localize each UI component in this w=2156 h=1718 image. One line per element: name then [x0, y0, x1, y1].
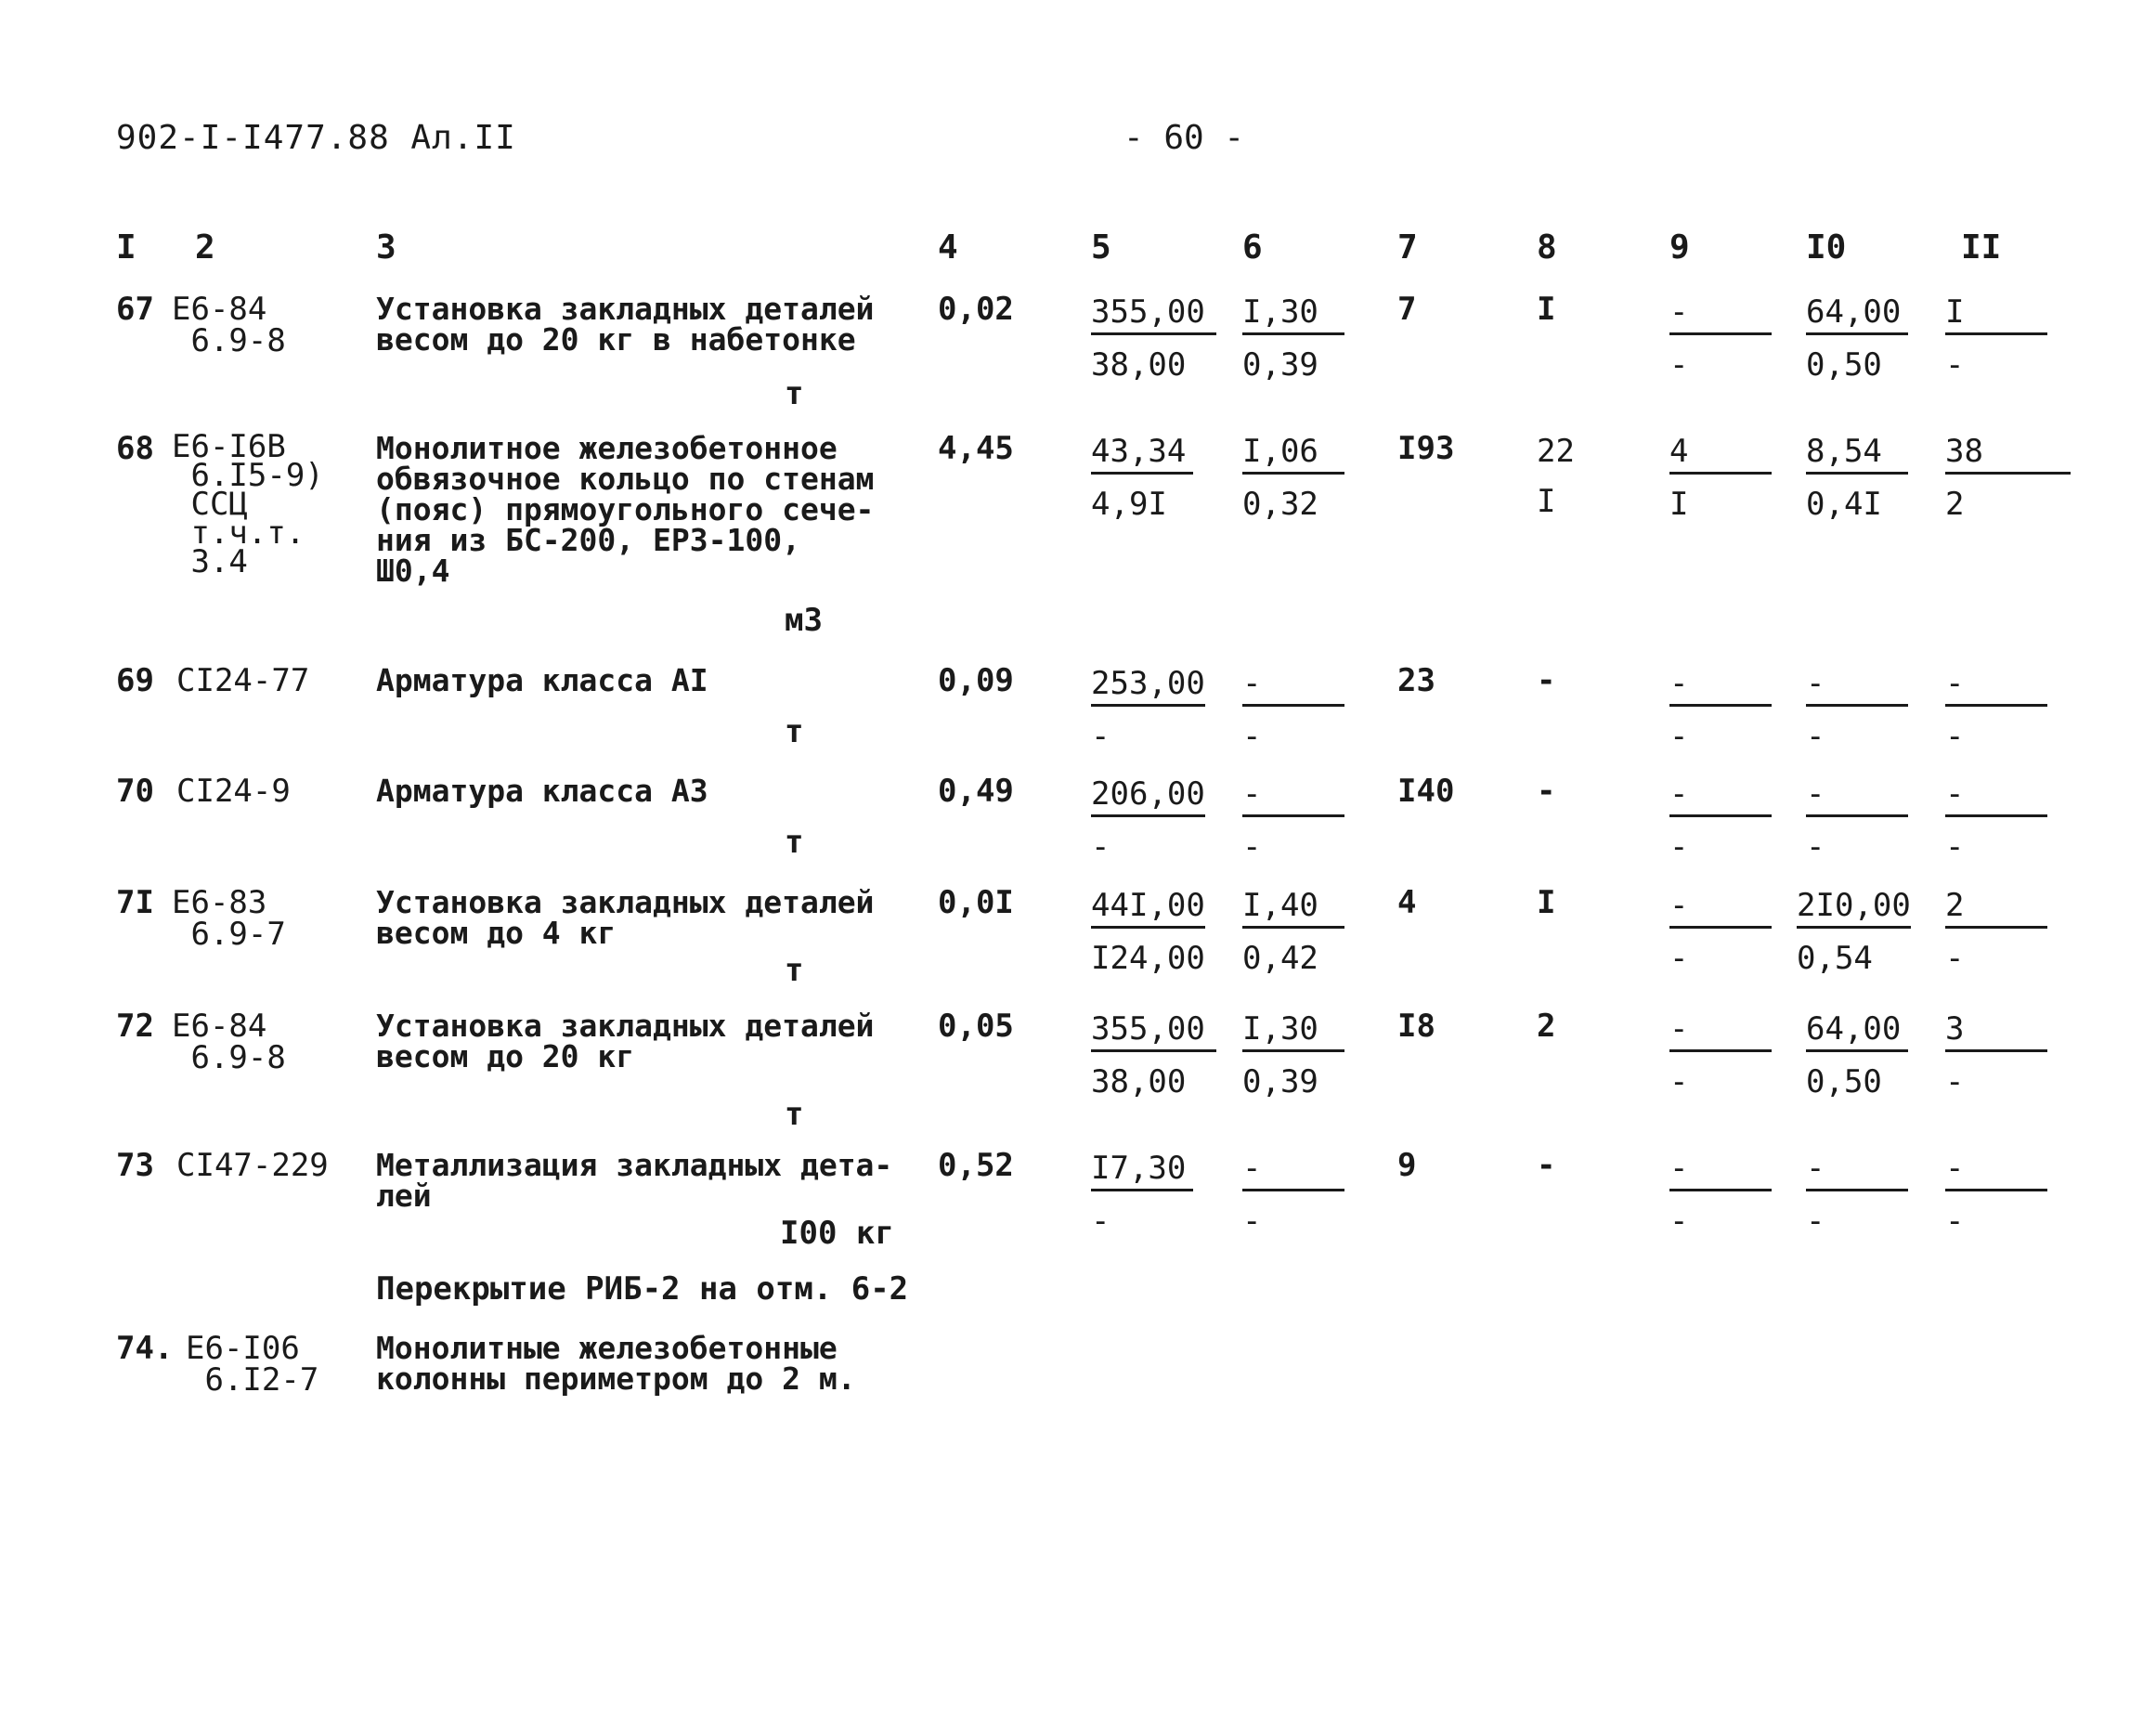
col5-bottom: -	[1091, 718, 1110, 755]
col11-top: 38	[1945, 433, 2071, 475]
col-header-4: 4	[938, 228, 958, 267]
col10-bottom: 0,4I	[1806, 486, 1882, 523]
row-description: Установка закладных деталей весом до 20 кг в набетонке	[376, 291, 875, 358]
col7-value: 7	[1397, 291, 1417, 328]
col5-top: 44I,00	[1091, 887, 1205, 929]
col8-value: -	[1537, 1147, 1556, 1184]
row-description: Монолитные железобетонные колонны периметром до 2 м.	[376, 1330, 856, 1397]
col9-top: -	[1669, 887, 1772, 929]
row-description: Монолитное железобетонное обвязочное кольцо по стенам (пояс) прямоугольного сече- ния из БС-200, ЕРЗ-100, Ш0,4	[376, 430, 875, 589]
col10-top: 2I0,00	[1797, 887, 1911, 929]
col5-top: 355,00	[1091, 293, 1216, 335]
col9-bottom: -	[1669, 1203, 1689, 1240]
col10-bottom: -	[1806, 1203, 1825, 1240]
col4-value: 0,09	[938, 662, 1014, 699]
row-unit: т	[785, 713, 804, 750]
col9-top: -	[1669, 1150, 1772, 1191]
col11-top: -	[1945, 775, 2047, 817]
col5-bottom: 38,00	[1091, 1063, 1187, 1100]
row-code: Е6-83 6.9-7	[172, 884, 286, 953]
col-header-6: 6	[1242, 228, 1263, 267]
col6-top: -	[1242, 775, 1344, 817]
col11-bottom: -	[1945, 940, 1965, 977]
col4-value: 0,0I	[938, 884, 1014, 921]
col6-bottom: -	[1242, 1203, 1262, 1240]
row-description: Арматура класса А3	[376, 773, 708, 809]
page-number: - 60 -	[1123, 119, 1245, 157]
col5-bottom: 38,00	[1091, 346, 1187, 384]
col6-top: I,06	[1242, 433, 1344, 475]
col6-bottom: 0,39	[1242, 1063, 1318, 1100]
col11-top: 2	[1945, 887, 2047, 929]
col10-top: 64,00	[1806, 293, 1908, 335]
col-header-8: 8	[1537, 228, 1557, 267]
col8-value: -	[1537, 662, 1556, 699]
row-number: 7I	[116, 884, 154, 921]
row-code: СI47-229	[176, 1147, 329, 1184]
col9-top: -	[1669, 293, 1772, 335]
row-unit: т	[785, 824, 804, 861]
col6-bottom: -	[1242, 718, 1262, 755]
row-description: Установка закладных деталей весом до 20 кг	[376, 1008, 875, 1074]
col8-value: -	[1537, 773, 1556, 810]
row-unit: I00 кг	[780, 1215, 894, 1252]
col10-top: -	[1806, 1150, 1908, 1191]
col11-top: 3	[1945, 1010, 2047, 1052]
row-description: Арматура класса АI	[376, 662, 708, 698]
col-header-2: 2	[195, 228, 215, 267]
col4-value: 0,52	[938, 1147, 1014, 1184]
row-code: Е6-84 6.9-8	[172, 1008, 286, 1076]
col9-bottom: -	[1669, 346, 1689, 384]
col9-bottom: -	[1669, 940, 1689, 977]
col8-top: 22	[1537, 433, 1575, 470]
row-number: 68	[116, 430, 154, 467]
col5-top: 206,00	[1091, 775, 1205, 817]
col-header-1: I	[116, 228, 136, 267]
col11-top: I	[1945, 293, 2047, 335]
col7-value: 23	[1397, 662, 1435, 699]
col5-bottom: 4,9I	[1091, 486, 1167, 523]
row-code: Е6-84 6.9-8	[172, 291, 286, 359]
col10-top: 8,54	[1806, 433, 1908, 475]
row-unit: т	[785, 952, 804, 989]
row-description: Металлизация закладных дета- лей	[376, 1147, 893, 1214]
col-header-11: II	[1961, 228, 2002, 267]
row-description: Установка закладных деталей весом до 4 кг	[376, 884, 875, 951]
col11-bottom: -	[1945, 828, 1965, 866]
row-number: 67	[116, 291, 154, 328]
col10-bottom: 0,54	[1797, 940, 1873, 977]
col7-value: I8	[1397, 1008, 1435, 1045]
col10-bottom: -	[1806, 718, 1825, 755]
col9-top: 4	[1669, 433, 1772, 475]
row-code: СI24-9	[176, 773, 291, 810]
col10-top: -	[1806, 665, 1908, 707]
row-number: 70	[116, 773, 154, 810]
col11-bottom: -	[1945, 346, 1965, 384]
col-header-5: 5	[1091, 228, 1111, 267]
col6-top: -	[1242, 1150, 1344, 1191]
col6-bottom: 0,32	[1242, 486, 1318, 523]
col6-top: I,30	[1242, 293, 1344, 335]
col8-value: I	[1537, 884, 1556, 921]
col9-bottom: -	[1669, 1063, 1689, 1100]
col10-bottom: 0,50	[1806, 1063, 1882, 1100]
col6-top: I,40	[1242, 887, 1344, 929]
col9-top: -	[1669, 775, 1772, 817]
page-code: 902-I-I477.88 Ал.II	[116, 119, 516, 157]
col10-top: -	[1806, 775, 1908, 817]
col9-top: -	[1669, 665, 1772, 707]
col6-top: -	[1242, 665, 1344, 707]
col5-top: 253,00	[1091, 665, 1205, 707]
col9-bottom: -	[1669, 828, 1689, 866]
col5-top: 355,00	[1091, 1010, 1216, 1052]
col4-value: 0,02	[938, 291, 1014, 328]
col5-bottom: I24,00	[1091, 940, 1205, 977]
col7-value: I93	[1397, 430, 1455, 467]
row-number: 69	[116, 662, 154, 699]
col10-bottom: -	[1806, 828, 1825, 866]
col11-bottom: 2	[1945, 486, 1965, 523]
col11-bottom: -	[1945, 1203, 1965, 1240]
col9-bottom: -	[1669, 718, 1689, 755]
col11-bottom: -	[1945, 718, 1965, 755]
col7-value: 4	[1397, 884, 1417, 921]
col8-bottom: I	[1537, 483, 1556, 520]
col11-top: -	[1945, 665, 2047, 707]
row-code: СI24-77	[176, 662, 310, 699]
col9-top: -	[1669, 1010, 1772, 1052]
row-unit: т	[785, 375, 804, 412]
row-code: Е6-I6В 6.I5-9) ССЦ т.ч.т. 3.4	[172, 428, 324, 580]
col10-bottom: 0,50	[1806, 346, 1882, 384]
row-unit: т	[785, 1096, 804, 1133]
col5-top: 43,34	[1091, 433, 1193, 475]
col6-top: I,30	[1242, 1010, 1344, 1052]
col5-bottom: -	[1091, 828, 1110, 866]
col4-value: 4,45	[938, 430, 1014, 467]
col8-value: 2	[1537, 1008, 1556, 1045]
section-title: Перекрытие РИБ-2 на отм. 6-2	[376, 1270, 909, 1308]
col11-bottom: -	[1945, 1063, 1965, 1100]
col5-bottom: -	[1091, 1203, 1110, 1240]
col11-top: -	[1945, 1150, 2047, 1191]
col7-value: I40	[1397, 773, 1455, 810]
col-header-10: I0	[1806, 228, 1847, 267]
col5-top: I7,30	[1091, 1150, 1193, 1191]
col-header-3: 3	[376, 228, 396, 267]
col-header-9: 9	[1669, 228, 1690, 267]
col4-value: 0,49	[938, 773, 1014, 810]
col6-bottom: 0,39	[1242, 346, 1318, 384]
col7-value: 9	[1397, 1147, 1417, 1184]
col6-bottom: 0,42	[1242, 940, 1318, 977]
row-number: 74.	[116, 1330, 174, 1367]
row-number: 72	[116, 1008, 154, 1045]
row-code: Е6-I06 6.I2-7	[186, 1330, 319, 1399]
col9-bottom: I	[1669, 486, 1689, 523]
row-unit: м3	[785, 602, 823, 639]
col10-top: 64,00	[1806, 1010, 1908, 1052]
col-header-7: 7	[1397, 228, 1418, 267]
col6-bottom: -	[1242, 828, 1262, 866]
row-number: 73	[116, 1147, 154, 1184]
col8-value: I	[1537, 291, 1556, 328]
col4-value: 0,05	[938, 1008, 1014, 1045]
